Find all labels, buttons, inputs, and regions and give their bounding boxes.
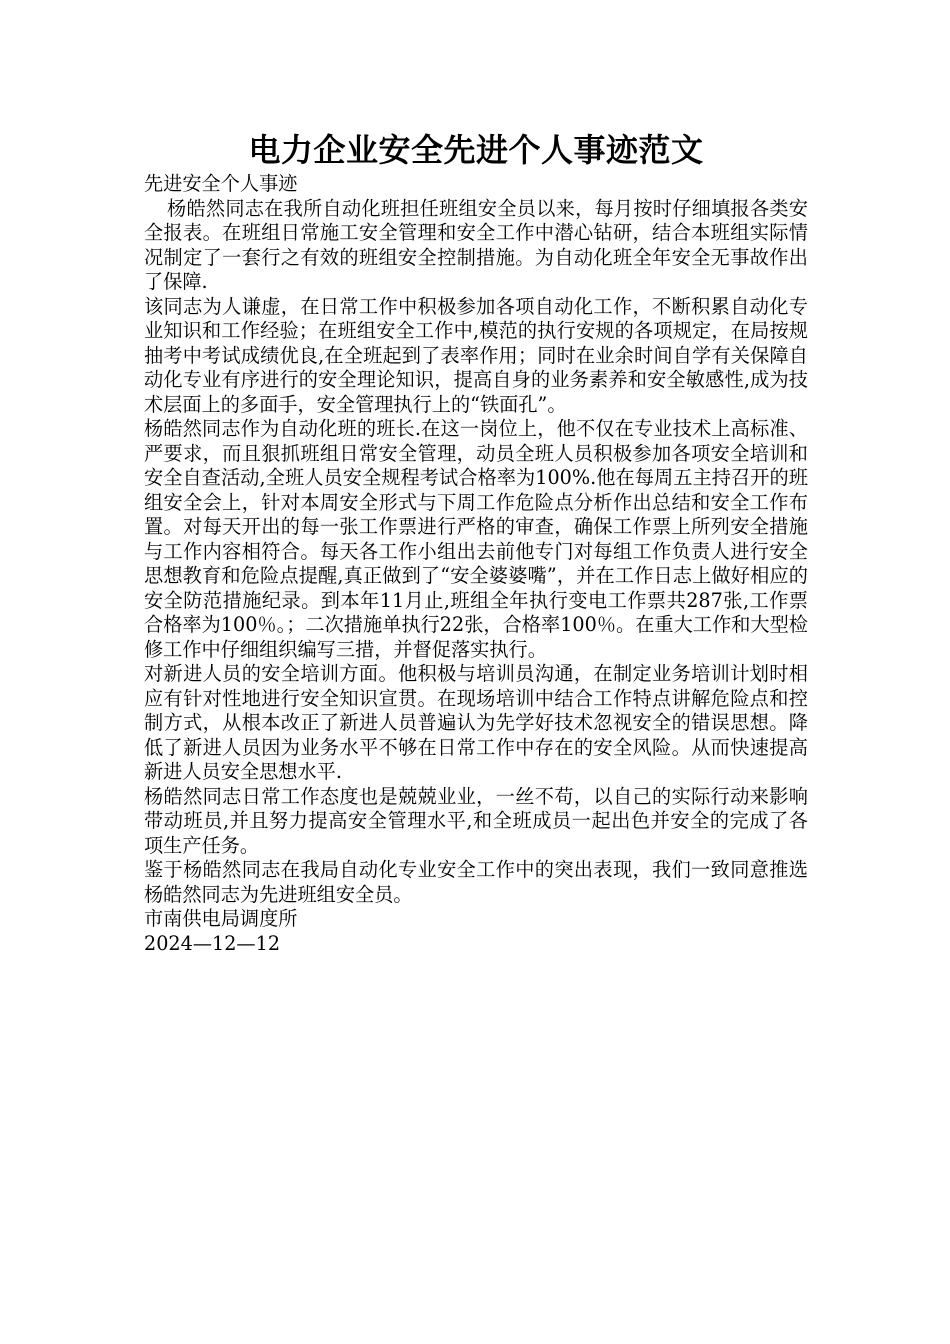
document-date: 2024—12—12 bbox=[144, 931, 281, 955]
paragraph-3: 杨皓然同志作为自动化班的班长.在这一岗位上，他不仅在专业技术上高标准、严要求，而且狠抓班组日常安全管理，动员全班人员积极参加各项安全培训和安全自查活动,全班人员安全规程考试合格率为100%.他在每周五主持召开的班组安全会上，针对本周安全形式与下周工作危险点分析作出总结和安全工作布置。对每天开出的每一张工作票进行严格的审查，确保工作票上所列安全措施与工作内容相符合。每天各工作小组出去前他专门对每组工作负责人进行安全思想教育和危险点提醒,真正做到了“安全婆婆嘴”，并在工作日志上做好相应的安全防范措施纪录。到本年11月止,班组全年执行变电工作票共287张,工作票合格率为100％。；二次措施单执行22张，合格率100％。在重大工作和大型检修工作中仔细组织编写三措，并督促落实执行。 bbox=[144, 417, 808, 661]
paragraph-2: 该同志为人谦虚，在日常工作中积极参加各项自动化工作，不断积累自动化专业知识和工作经验；在班组安全工作中,模范的执行安规的各项规定，在局按规抽考中考试成绩优良,在全班起到了表率作用；同时在业余时间自学有关保障自动化专业有序进行的安全理论知识，提高自身的业务素养和安全敏感性,成为技术层面上的多面手，安全管理执行上的“铁面孔”。 bbox=[144, 294, 808, 416]
signature: 市南供电局调度所 bbox=[144, 907, 298, 930]
document-subtitle: 先进安全个人事迹 bbox=[144, 172, 298, 195]
document-page bbox=[144, 128, 808, 956]
paragraph-4: 对新进人员的安全培训方面。他积极与培训员沟通，在制定业务培训计划时相应有针对性地进行安全知识宣贯。在现场培训中结合工作特点讲解危险点和控制方式，从根本改正了新进人员普遍认为先学好技术忽视安全的错误思想。降低了新进人员因为业务水平不够在日常工作中存在的安全风险。从而快速提高新进人员安全思想水平. bbox=[144, 662, 808, 783]
paragraph-1: 杨皓然同志在我所自动化班担任班组安全员以来，每月按时仔细填报各类安全报表。在班组日常施工安全管理和安全工作中潜心钻研，结合本班组实际情况制定了一套行之有效的班组安全控制措施。为自动化班全年安全无事故作出了保障. bbox=[144, 196, 808, 293]
document-title: 电力企业安全先进个人事迹范文 bbox=[248, 131, 704, 169]
paragraph-5: 杨皓然同志日常工作态度也是兢兢业业，一丝不苟，以自己的实际行动来影响带动班员,并且努力提高安全管理水平,和全班成员一起出色并安全的完成了各项生产任务。 bbox=[144, 784, 808, 857]
paragraph-6: 鉴于杨皓然同志在我局自动化专业安全工作中的突出表现，我们一致同意推选杨皓然同志为先进班组安全员。 bbox=[144, 858, 808, 906]
